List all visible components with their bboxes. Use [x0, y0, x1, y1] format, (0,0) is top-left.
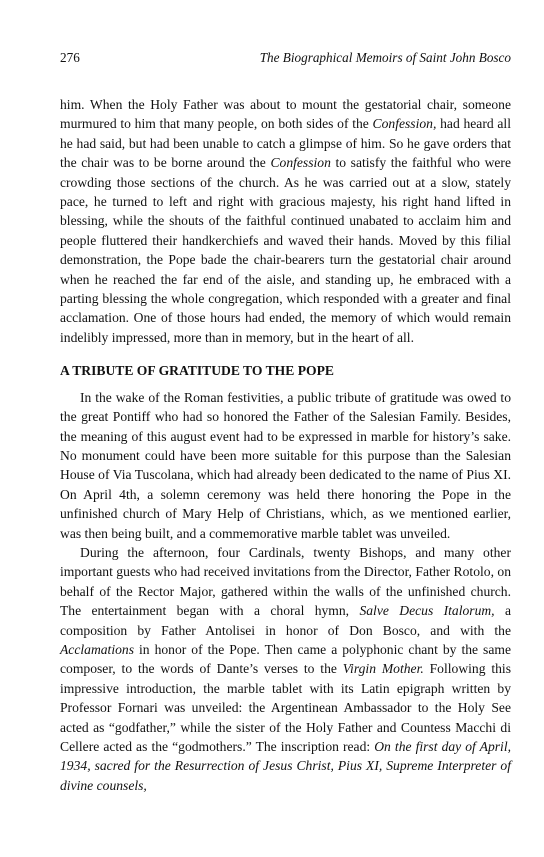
italic-run: Confession [270, 155, 331, 171]
text-run: a composition by Father Antolisei in honor of Don Bosco, and with the [60, 603, 511, 638]
text-run: had heard all he had said, but had been unable to catch a glimpse of him. So he gave orders that the chair was to be borne around the [60, 116, 511, 171]
page-body [60, 95, 511, 795]
paragraph-tribute: In the wake of the Roman festivities, a public tribute of gratitude was owed to the great Pontiff who had so honored the Father of the Salesian Family. Besides, the meaning of this august event had to be expressed in marble for history’s sake. No monument could have been more suitable for this purpose than the Salesian House of Via Tuscolana, which had already been dedicated to the name of Pius XI. On April 4th, a solemn ceremony was held there honoring the Pope in the unfinished church of Mary Help of Christians, which, as we mentioned earlier, was then being built, and a commemorative marble tablet was unveiled. [60, 389, 511, 541]
text-run: Following this impressive introduction, the marble tablet with its Latin epigraph written by Professor Fornari was unveiled: the Argentinean Ambassador to the Holy See acted as “godfather,” while the sister of the Holy Father and Countess Macchi di Cellere acted as the “godmothers.” The inscription read: [60, 661, 511, 754]
text-run: him. When the Holy Father was about to mount the gestatorial chair, someone murmured to him that many people, on both sides of the [60, 97, 511, 132]
paragraph-ceremony [60, 543, 511, 795]
paragraph-continuation [60, 95, 511, 347]
running-header [60, 50, 511, 66]
section-heading: A TRIBUTE OF GRATITUDE TO THE POPE [60, 363, 334, 379]
running-title: The Biographical Memoirs of Saint John Bosco [259, 50, 511, 65]
italic-run: Salve Decus Italorum, [359, 603, 495, 619]
text-run: During the afternoon, four Cardinals, twenty Bishops, and many other important guests who had received invitations from the Director, Father Rotolo, on behalf of the Rector Major, gathered within the walls of the unfinished church. The entertainment began with a choral hymn, [60, 544, 511, 619]
text-run: in honor of the Pope. Then came a polyphonic chant by the same composer, to the words of Dante’s verses to the [60, 641, 511, 677]
page-number: 276 [60, 50, 80, 65]
italic-run: Acclamations [60, 641, 134, 657]
italic-run: Virgin Mother. [342, 661, 424, 677]
italic-run: On the first day of April, 1934, sacred for the Resurrection of Jesus Christ, Pius XI, Supreme Interpreter of divine counsels, [60, 739, 511, 793]
text-run: to satisfy the faithful who were crowding those sections of the church. As he was carried out at a slow, stately pace, he turned to left and right with gracious majesty, his right hand lifted in blessing, while the shouts of the faithful continued unabated to acclaim him and people fluttered their handkerchiefs and waved their hands. Moved by this filial demonstration, the Pope bade the chair-bearers turn the gestatorial chair around when he reached the far end of the aisle, and standing up, he embraced with a parting blessing the whole congregation, which responded with a greater and final acclamation. One of those hours had ended, the memory of which would remain indelibly impressed, more than in memory, but in the heart of all. [60, 155, 511, 345]
italic-run: Confession, [372, 116, 437, 132]
